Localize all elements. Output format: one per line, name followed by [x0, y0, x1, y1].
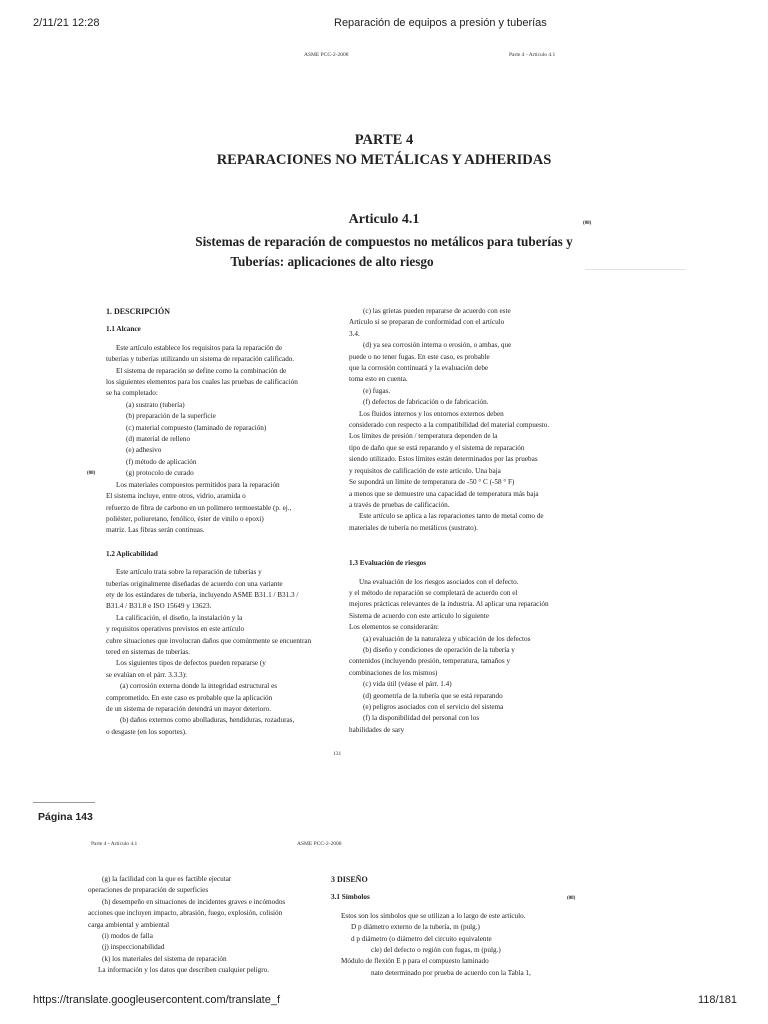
text-line: a menos que se demuestre una capacidad de temperatura más baja	[349, 489, 539, 498]
page-header-left: ASME PCC-2-2008	[304, 52, 349, 58]
text-line: combinaciones de los mismos)	[349, 668, 438, 677]
text-line	[349, 534, 549, 546]
text-line: Este artículo establece los requisitos para la reparación de	[116, 343, 283, 352]
text-line	[106, 537, 311, 549]
text-line: d p diámetro (o diámetro del circuito equivalente	[351, 934, 492, 943]
text-line	[331, 904, 531, 911]
text-line: (f) defectos de fabricación o de fabricación.	[363, 398, 489, 407]
text-line: (b) daños externos como abolladuras, hendiduras, rozaduras,	[120, 716, 295, 725]
text-line: poliéster, poliuretano, fenólico, éster de vinilo o epoxi)	[106, 514, 264, 523]
text-line: acciones que incluyen impacto, abrasión, fuego, explosión, colisión	[88, 909, 283, 918]
text-line: tuberías y tuberías utilizando un sistema de reparación calificado.	[106, 355, 295, 364]
text-line: o desgaste (en los soportes).	[106, 727, 187, 736]
text-line: (f) la disponibilidad del personal con los	[363, 714, 480, 723]
text-line: La información y los datos que describen cualquier peligro.	[98, 966, 270, 975]
text-line: La calificación, el diseño, la instalación y la	[116, 613, 243, 622]
text-line: de un sistema de reparación detendrá un mayor deterioro.	[106, 705, 272, 713]
article-heading: Articulo 4.1	[348, 212, 420, 227]
text-line: se ha completado:	[106, 389, 158, 398]
text-line: (c) material compuesto (laminado de reparación)	[126, 423, 267, 432]
text-line: (a) sustrato (tubería)	[126, 400, 185, 409]
text-line: 3.4.	[349, 329, 360, 338]
text-line: (d) material de relleno	[126, 435, 191, 444]
text-line: refuerzo de fibra de carbono en un polímero termoestable (p. ej.,	[106, 503, 292, 512]
page-header-right: Parte 4 - Artículo 4.1	[509, 52, 556, 58]
page2-left-column	[88, 874, 285, 977]
page1-left-column	[106, 306, 311, 738]
text-line: (k) los materiales del sistema de reparación	[102, 954, 227, 963]
text-line: Los materiales compuestos permitidos para la reparación	[116, 480, 280, 489]
print-title: Reparación de equipos a presión y tuberías	[334, 17, 547, 29]
text-line: (g) la facilidad con la que es factible ejecutar	[102, 875, 232, 883]
text-line: (c) las grietas pueden repararse de acuerdo con este	[363, 307, 511, 315]
page-label: Página 143	[38, 811, 93, 823]
text-line: Este artículo se aplica a las reparaciones tanto de metal como de	[359, 512, 544, 521]
text-line: (g) protocolo de curado	[126, 469, 194, 478]
text-line: Módulo de flexión E p para el compuesto laminado	[341, 957, 489, 966]
text-line	[349, 546, 549, 558]
text-line: D p diámetro externo de la tubería, m (pulg.)	[351, 923, 480, 932]
text-line: (b) preparación de la superficie	[126, 412, 216, 421]
text-line: tered en sistemas de tuberías.	[106, 647, 191, 656]
text-line	[106, 560, 311, 567]
text-line: (d) ya sea corrosión interna o erosión, o ambas, que	[363, 341, 512, 350]
faint-rule	[585, 269, 685, 270]
text-line	[106, 336, 311, 343]
text-line: siendo utilizado. Estos límites están determinados por las pruebas	[349, 455, 538, 464]
text-line	[106, 317, 311, 324]
section-heading: 1.3 Evaluación de riesgos	[349, 559, 427, 568]
text-line: y el método de reparación se completará de acuerdo con el	[349, 588, 518, 597]
left-revision-mark: (08)	[87, 471, 96, 476]
text-line: y requisitos de calificación de este artículo. Una baja	[349, 466, 501, 475]
text-line: tipo de daño que se está reparando y el sistema de reparación	[349, 443, 525, 452]
text-line: Una evaluación de los riesgos asociados con el defecto.	[359, 577, 519, 586]
section-heading: 3.1 Símbolos	[331, 893, 370, 902]
text-line: y requisitos operativos previstos en este artículo	[106, 625, 245, 634]
text-line: tuberías originalmente diseñadas de acuerdo con una variante	[106, 579, 283, 588]
text-line: Los siguientes tipos de defectos pueden repararse (y	[116, 659, 266, 668]
text-line: (e) peligros asociados con el servicio del sistema	[363, 703, 504, 711]
text-line: ety de los estándares de tubería, incluyendo ASME B31.1 / B31.3 /	[106, 590, 299, 599]
text-line: comprometido. En este caso es probable que la aplicación	[106, 693, 273, 702]
text-line: cubre situaciones que involucran daños que comúnmente se encuentran	[106, 636, 312, 645]
text-line: cle) del defecto o región con fugas, m (pulg.)	[371, 946, 501, 955]
text-line: (a) evaluación de la naturaleza y ubicación de los defectos	[363, 634, 531, 643]
text-line: (a) corrosión externa donde la integridad estructural es	[120, 682, 278, 691]
text-line: a través de pruebas de calificación.	[349, 500, 450, 509]
text-line	[349, 570, 549, 577]
text-line: contenidos (incluyendo presión, temperatura, tamaños y	[349, 657, 511, 666]
text-line: se evalúan en el párr. 3.3.3):	[106, 670, 188, 679]
part-number: PARTE 4	[354, 132, 414, 148]
section-heading: 1. DESCRIPCIÓN	[106, 307, 171, 316]
text-line: El sistema incluye, entre otros, vidrio, aramida o	[106, 492, 246, 501]
section-heading: 3 DISEÑO	[331, 875, 368, 884]
page2-revision-mark: (08)	[567, 896, 576, 901]
text-line: materiales de tubería no metálicos (sustrato).	[349, 523, 478, 532]
article-subtitle-line-1: Sistemas de reparación de compuestos no metálicos para tuberías y	[195, 234, 573, 249]
article-revision-mark: (08)	[583, 221, 592, 226]
text-line: El sistema de reparación se define como la combinación de	[116, 366, 287, 375]
text-line: (e) adhesivo	[126, 446, 162, 455]
text-line: (f) método de aplicación	[126, 457, 197, 466]
text-line: (h) desempeño en situaciones de incidentes graves e incómodos	[102, 897, 286, 906]
text-line: Este artículo trata sobre la reparación de tuberías y	[116, 568, 262, 577]
text-line: (j) inspeccionabilidad	[102, 943, 165, 952]
text-line: los siguientes elementos para los cuales las pruebas de calificación	[106, 378, 298, 387]
text-line: habilidades de sary	[349, 725, 405, 734]
text-line: operaciones de preparación de superficies	[88, 886, 209, 895]
text-line: matriz. Las fibras serán continuas.	[106, 526, 205, 535]
text-line: nato determinado por prueba de acuerdo con la Tabla 1,	[371, 968, 531, 977]
page-separator	[33, 802, 95, 803]
page2-header-left: Parte 4 - Artículo 4.1	[91, 841, 138, 847]
text-line: B31.4 / B31.8 e ISO 15649 y 13623.	[106, 602, 212, 611]
text-line: Los fluidos internos y los entornos externos deben	[359, 409, 504, 418]
text-line: que la corrosión continuará y la evaluación debe	[349, 364, 489, 373]
page-number: 131	[333, 751, 342, 757]
print-timestamp: 2/11/21 12:28	[33, 17, 100, 29]
text-line: carga ambiental y ambiental	[88, 920, 170, 929]
page2-header-right: ASME PCC-2-2008	[297, 841, 342, 847]
text-line: toma esto en cuenta.	[349, 375, 408, 384]
text-line: (e) fugas.	[363, 386, 391, 395]
section-heading: 1.2 Aplicabilidad	[106, 549, 158, 558]
text-line: mejores prácticas relevantes de la industria. Al aplicar una reparación	[349, 600, 549, 609]
print-page-count: 118/181	[698, 994, 737, 1006]
article-subtitle-line-2: Tuberías: aplicaciones de alto riesgo	[230, 254, 434, 269]
text-line: Se supondrá un límite de temperatura de -50 ° C (-58 ° F)	[349, 478, 515, 487]
part-title: REPARACIONES NO METÁLICAS Y ADHERIDAS	[216, 152, 552, 168]
text-line: puede o no tener fugas. En este caso, es probable	[349, 352, 490, 361]
text-line: Estos son los símbolos que se utilizan a lo largo de este artículo.	[341, 911, 526, 920]
page2-right-column	[331, 874, 531, 979]
text-line: Los límites de presión / temperatura dependen de la	[349, 432, 498, 441]
section-heading: 1.1 Alcance	[106, 325, 141, 334]
text-line: Sistema de acuerdo con este artículo lo siguiente	[349, 611, 489, 620]
page1-right-column	[349, 306, 549, 736]
text-line: (d) geometría de la tubería que se está reparando	[363, 691, 503, 700]
text-line: Los elementos se considerarán:	[349, 623, 440, 632]
text-line	[331, 885, 531, 892]
text-line: considerado con respecto a la compatibilidad del material compuesto.	[349, 421, 550, 430]
text-line: (i) modos de falla	[102, 932, 153, 941]
text-line: (c) vida útil (véase el párr. 1.4)	[363, 680, 452, 689]
text-line: Artículo si se preparan de conformidad con el artículo	[349, 318, 505, 327]
print-url: https://translate.googleusercontent.com/translate_f	[33, 994, 281, 1006]
text-line: (b) diseño y condiciones de operación de la tubería y	[363, 645, 515, 654]
